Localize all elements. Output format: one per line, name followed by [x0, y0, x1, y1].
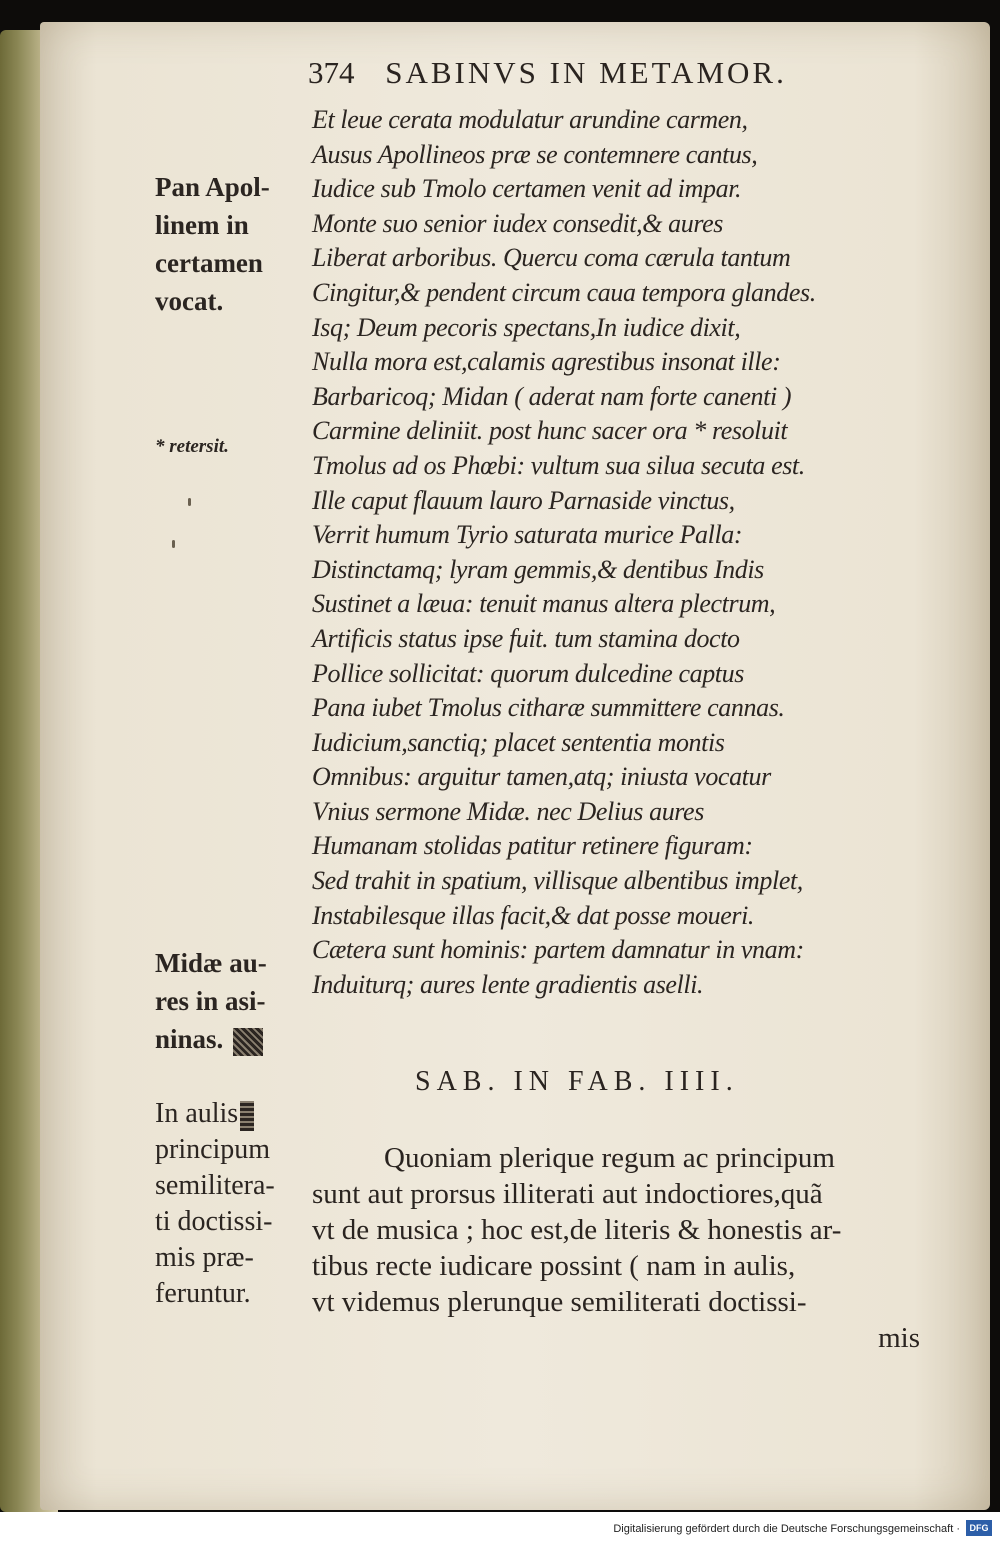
running-header: [308, 55, 895, 91]
ink-stamp-mark: [240, 1101, 254, 1131]
verse-line: Vnius sermone Midæ. nec Delius aures: [312, 796, 704, 826]
verse-line: Humanam stolidas patitur retinere figuram:: [312, 831, 753, 861]
marginal-note-midas: [155, 944, 267, 1058]
verse-line: Barbaricoq; Midan ( aderat nam forte canenti ): [312, 381, 792, 411]
marginal-note-variant: * retersit.: [155, 436, 229, 457]
prose-line: vt videmus plerunque semiliterati doctissi-: [312, 1286, 807, 1318]
verse-line: Verrit humum Tyrio saturata murice Palla:: [312, 520, 743, 550]
marginal-note-courts: [155, 1096, 275, 1312]
marginal-line: Pan Apol-: [155, 172, 270, 202]
marginal-line: ti doctissi-: [155, 1206, 273, 1237]
verse-line: Tmolus ad os Phœbi: vultum sua silua secuta est.: [312, 450, 805, 480]
page-number: 374: [308, 55, 355, 90]
verse-line: Nulla mora est,calamis agrestibus insonat ille:: [312, 347, 781, 377]
verse-line: Isq; Deum pecoris spectans,In iudice dixit,: [312, 312, 741, 342]
marginal-line: principum: [155, 1134, 271, 1165]
prose-line: sunt aut prorsus illiterati aut indoctiores,quã: [312, 1178, 823, 1210]
ink-stamp-mark: [233, 1028, 263, 1056]
verse-line: Cætera sunt hominis: partem damnatur in vnam:: [312, 935, 804, 965]
marginal-line: feruntur.: [155, 1278, 251, 1309]
verse-line: Sed trahit in spatium, villisque albentibus implet,: [312, 866, 803, 896]
prose-line: Quoniam plerique regum ac principum: [384, 1142, 835, 1174]
marginal-line: Midæ au-: [155, 948, 267, 978]
marginal-line: linem in: [155, 210, 249, 240]
verse-line: Liberat arboribus. Quercu coma cærula tantum: [312, 243, 791, 273]
verse-line: Ille caput flauum lauro Parnaside vinctus,: [312, 485, 735, 515]
marginal-line: mis præ-: [155, 1242, 254, 1273]
verse-line: Distinctamq; lyram gemmis,& dentibus Indis: [312, 554, 764, 584]
prose-line: tibus recte iudicare possint ( nam in aulis,: [312, 1250, 796, 1282]
verse-line: Instabilesque illas facit,& dat posse moueri.: [312, 900, 755, 930]
marginal-line: In aulis: [155, 1096, 275, 1132]
catchword: mis: [878, 1322, 920, 1354]
marginal-line: certamen: [155, 248, 263, 278]
verse-line: Et leue cerata modulatur arundine carmen,: [312, 105, 748, 134]
marginal-line: vocat.: [155, 286, 224, 316]
verse-line: Artificis status ipse fuit. tum stamina docto: [312, 623, 740, 653]
prose-block: [312, 1140, 930, 1356]
verse-line: Iudice sub Tmolo certamen venit ad impar.: [312, 174, 742, 204]
dfg-logo-icon: DFG: [966, 1520, 992, 1536]
verse-line: Iudicium,sanctiq; placet sententia montis: [312, 727, 725, 757]
verse-line: Monte suo senior iudex consedit,& aures: [312, 208, 723, 238]
marginal-line: ninas.: [155, 1020, 267, 1058]
verse-line: Induiturq; aures lente gradientis aselli.: [312, 969, 704, 999]
verse-line: Omnibus: arguitur tamen,atq; iniusta vocatur: [312, 762, 771, 792]
verse-line: Ausus Apollineos præ se contemnere cantus,: [312, 139, 758, 169]
marginal-line: res in asi-: [155, 986, 266, 1016]
verse-line: Carmine deliniit. post hunc sacer ora * resoluit: [312, 416, 788, 446]
ink-speck: [188, 498, 191, 506]
verse-line: Pollice sollicitat: quorum dulcedine captus: [312, 658, 744, 688]
verse-line: Pana iubet Tmolus citharæ summittere cannas.: [312, 693, 785, 723]
ink-speck: [172, 540, 175, 548]
section-heading: SAB. IN FAB. IIII.: [415, 1066, 739, 1097]
digitization-footer: [0, 1512, 1000, 1547]
marginal-line: semilitera-: [155, 1170, 275, 1201]
running-title: SABINVS IN METAMOR.: [385, 55, 787, 90]
verse-line: Sustinet a læua: tenuit manus altera plectrum,: [312, 589, 776, 619]
verse-block: [312, 103, 912, 1002]
funding-credit: Digitalisierung gefördert durch die Deutsche Forschungsgemeinschaft ·: [613, 1523, 960, 1535]
verse-line: Cingitur,& pendent circum caua tempora glandes.: [312, 277, 816, 307]
marginal-note-pan: [155, 168, 270, 320]
prose-line: vt de musica ; hoc est,de literis & honestis ar-: [312, 1214, 842, 1246]
